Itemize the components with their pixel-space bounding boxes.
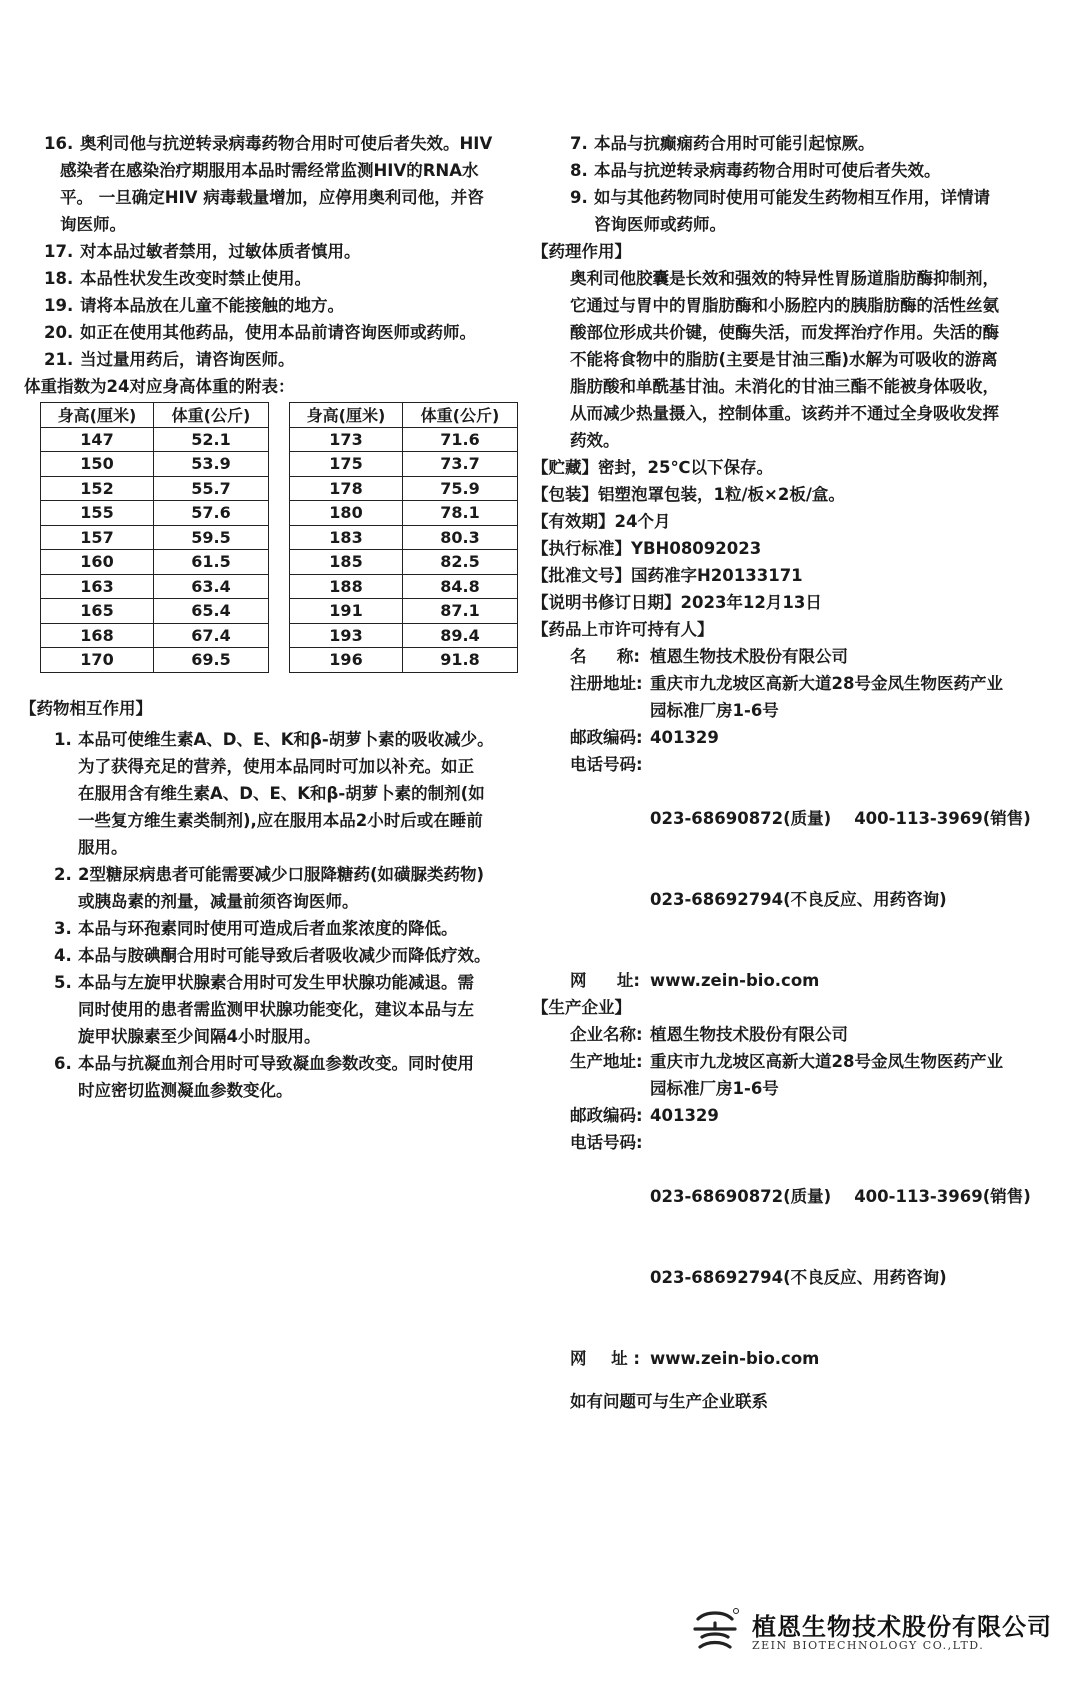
item-text bbox=[594, 184, 1060, 238]
table-row bbox=[290, 623, 518, 648]
weight-cell: 61.5 bbox=[154, 550, 269, 575]
paragraph-line: 奥利司他胶囊是长效和强效的特异性胃肠道脂肪酶抑制剂， bbox=[570, 269, 999, 288]
column-header-weight: 体重(公斤) bbox=[403, 403, 518, 428]
maker-name-row bbox=[540, 1021, 1060, 1048]
precaution-item-19 bbox=[28, 292, 533, 319]
height-cell: 160 bbox=[41, 550, 154, 575]
height-cell: 157 bbox=[41, 525, 154, 550]
item-text bbox=[78, 915, 533, 942]
pharmacology-paragraph bbox=[540, 265, 1060, 454]
item-line: 感染者在感染治疗期服用本品时需经常监测HIV的RNA水 bbox=[60, 161, 479, 180]
address-line: 重庆市九龙坡区高新大道28号金凤生物医药产业 bbox=[650, 1052, 1003, 1071]
maker-website: www.zein-bio.com bbox=[650, 1349, 820, 1368]
item-text: 本品性状发生改变时禁止使用。 bbox=[80, 269, 311, 288]
table-title: 体重指数为24对应身高体重的附表： bbox=[24, 377, 295, 396]
maker-zip-row bbox=[540, 1102, 1060, 1129]
height-cell: 175 bbox=[290, 452, 403, 477]
holder-name-row bbox=[540, 643, 1060, 670]
interaction-item-9 bbox=[540, 184, 1060, 238]
weight-cell: 55.7 bbox=[154, 476, 269, 501]
height-cell: 150 bbox=[41, 452, 154, 477]
table-row bbox=[41, 623, 269, 648]
height-cell: 191 bbox=[290, 599, 403, 624]
table-row bbox=[290, 574, 518, 599]
item-line: 本品与抗逆转录病毒药物合用时可使后者失效。 bbox=[594, 161, 941, 180]
package-line: 【包装】铝塑泡罩包装，1粒/板×2板/盒。 bbox=[532, 485, 845, 504]
weight-cell: 80.3 bbox=[403, 525, 518, 550]
item-line: 本品与环孢素同时使用可造成后者血浆浓度的降低。 bbox=[78, 918, 458, 938]
holder-address-row bbox=[540, 670, 1060, 724]
item-line: 为了获得充足的营养，使用本品同时可加以补充。如正 bbox=[78, 756, 474, 776]
item-line: 本品与左旋甲状腺素合用时可发生甲状腺功能减退。需 bbox=[78, 972, 474, 992]
field-label: 邮政编码: bbox=[570, 1106, 643, 1125]
interaction-heading: 【药物相互作用】 bbox=[20, 698, 152, 718]
weight-cell: 63.4 bbox=[154, 574, 269, 599]
item-line: 询医师。 bbox=[60, 215, 126, 234]
maker-phone-row bbox=[540, 1129, 1060, 1345]
item-number: 17. bbox=[44, 242, 74, 261]
logo-chinese-name: 植恩生物技术股份有限公司 bbox=[752, 1613, 1052, 1641]
height-weight-table-2 bbox=[289, 402, 518, 673]
item-number: 4. bbox=[54, 945, 72, 965]
item-text bbox=[78, 969, 533, 1050]
item-number: 5. bbox=[54, 972, 72, 992]
table-row bbox=[290, 501, 518, 526]
interaction-item-7 bbox=[540, 130, 1060, 157]
weight-cell: 89.4 bbox=[403, 623, 518, 648]
holder-zip: 401329 bbox=[650, 728, 719, 747]
maker-website-row bbox=[540, 1345, 1060, 1372]
height-cell: 168 bbox=[41, 623, 154, 648]
phone-line: 023-68692794(不良反应、用药咨询) bbox=[650, 890, 947, 909]
phone-line: 023-68692794(不良反应、用药咨询) bbox=[650, 1268, 947, 1287]
table-row bbox=[41, 525, 269, 550]
weight-cell: 82.5 bbox=[403, 550, 518, 575]
table-row bbox=[41, 648, 269, 673]
paragraph-line: 它通过与胃中的胃脂肪酶和小肠腔内的胰脂肪酶的活性丝氨 bbox=[570, 296, 999, 315]
weight-cell: 71.6 bbox=[403, 427, 518, 452]
paragraph-line: 不能将食物中的脂肪(主要是甘油三酯)水解为可吸收的游离 bbox=[570, 350, 998, 369]
phone-line: 023-68690872(质量) 400-113-3969(销售) bbox=[650, 809, 1031, 828]
interaction-item-4 bbox=[54, 942, 533, 969]
paragraph-line: 从而减少热量摄入，控制体重。该药并不通过全身吸收发挥 bbox=[570, 404, 999, 423]
item-number: 9. bbox=[570, 188, 588, 207]
item-line: 咨询医师或药师。 bbox=[594, 215, 726, 234]
item-line: 同时使用的患者需监测甲状腺功能变化，建议本品与左 bbox=[78, 999, 474, 1019]
weight-cell: 78.1 bbox=[403, 501, 518, 526]
table-row bbox=[290, 427, 518, 452]
contact-note: 如有问题可与生产企业联系 bbox=[570, 1392, 768, 1411]
holder-website-row bbox=[540, 967, 1060, 994]
item-number: 18. bbox=[44, 269, 74, 288]
column-header-height: 身高(厘米) bbox=[41, 403, 154, 428]
item-text: 对本品过敏者禁用，过敏体质者慎用。 bbox=[80, 242, 361, 261]
weight-cell: 84.8 bbox=[403, 574, 518, 599]
weight-cell: 91.8 bbox=[403, 648, 518, 673]
item-number: 19. bbox=[44, 296, 74, 315]
table-row bbox=[41, 599, 269, 624]
field-label: 电话号码: bbox=[570, 1133, 643, 1152]
table-row bbox=[290, 550, 518, 575]
weight-cell: 52.1 bbox=[154, 427, 269, 452]
maker-name: 植恩生物技术股份有限公司 bbox=[650, 1025, 848, 1044]
weight-cell: 67.4 bbox=[154, 623, 269, 648]
item-line: 在服用含有维生素A、D、E、K和β-胡萝卜素的制剂(如 bbox=[78, 783, 485, 803]
pharmacology-heading: 【药理作用】 bbox=[532, 242, 631, 261]
height-cell: 165 bbox=[41, 599, 154, 624]
item-number: 21. bbox=[44, 350, 74, 369]
field-label: 企业名称: bbox=[570, 1025, 643, 1044]
company-logo bbox=[690, 1605, 1052, 1665]
maker-address bbox=[650, 1048, 1060, 1102]
paragraph-line: 脂肪酸和单酰基甘油。未消化的甘油三酯不能被身体吸收， bbox=[570, 377, 999, 396]
phone-line: 023-68690872(质量) 400-113-3969(销售) bbox=[650, 1187, 1031, 1206]
item-line: 本品与胺碘酮合用时可能导致后者吸收减少而降低疗效。 bbox=[78, 945, 491, 965]
storage-line: 【贮藏】密封，25℃以下保存。 bbox=[532, 458, 773, 477]
height-cell: 170 bbox=[41, 648, 154, 673]
left-column bbox=[20, 130, 533, 1104]
maker-address-row bbox=[540, 1048, 1060, 1102]
field-label: 网 址 : bbox=[570, 1349, 640, 1368]
height-cell: 178 bbox=[290, 476, 403, 501]
weight-cell: 87.1 bbox=[403, 599, 518, 624]
table-row bbox=[290, 648, 518, 673]
precaution-item-21 bbox=[28, 346, 533, 373]
interaction-item-8 bbox=[540, 157, 1060, 184]
address-line: 重庆市九龙坡区高新大道28号金凤生物医药产业 bbox=[650, 674, 1003, 693]
height-weight-table-1 bbox=[40, 402, 269, 673]
standard-line: 【执行标准】YBH08092023 bbox=[532, 539, 762, 558]
interaction-list bbox=[28, 726, 533, 1104]
holder-address bbox=[650, 670, 1060, 724]
table-row bbox=[41, 452, 269, 477]
address-line: 园标准厂房1-6号 bbox=[650, 701, 779, 720]
logo-english-name: ZEIN BIOTECHNOLOGY CO.,LTD. bbox=[752, 1639, 985, 1652]
item-text bbox=[78, 726, 533, 861]
holder-website: www.zein-bio.com bbox=[650, 971, 820, 990]
item-text bbox=[78, 1050, 533, 1104]
item-text: 如正在使用其他药品，使用本品前请咨询医师或药师。 bbox=[80, 323, 476, 342]
table-row bbox=[290, 599, 518, 624]
field-label: 网 址: bbox=[570, 971, 640, 990]
item-line: 时应密切监测凝血参数变化。 bbox=[78, 1080, 293, 1100]
table-row bbox=[290, 525, 518, 550]
height-weight-tables bbox=[40, 402, 533, 673]
holder-zip-row bbox=[540, 724, 1060, 751]
height-cell: 185 bbox=[290, 550, 403, 575]
weight-cell: 53.9 bbox=[154, 452, 269, 477]
precaution-item-18 bbox=[28, 265, 533, 292]
item-line: 2型糖尿病患者可能需要减少口服降糖药(如磺脲类药物) bbox=[78, 864, 485, 884]
height-cell: 163 bbox=[41, 574, 154, 599]
height-cell: 155 bbox=[41, 501, 154, 526]
field-label: 名 称: bbox=[570, 647, 640, 666]
item-number: 6. bbox=[54, 1053, 72, 1073]
right-column bbox=[532, 130, 1060, 1415]
height-cell: 183 bbox=[290, 525, 403, 550]
holder-phone-row bbox=[540, 751, 1060, 967]
table-row bbox=[41, 427, 269, 452]
item-line: 平。 一旦确定HIV 病毒载量增加，应停用奥利司他，并咨 bbox=[60, 188, 484, 207]
weight-cell: 75.9 bbox=[403, 476, 518, 501]
interaction-list-continued bbox=[540, 130, 1060, 238]
item-number: 1. bbox=[54, 729, 72, 749]
item-number: 16. bbox=[44, 134, 74, 153]
column-header-height: 身高(厘米) bbox=[290, 403, 403, 428]
holder-name: 植恩生物技术股份有限公司 bbox=[650, 647, 848, 666]
interaction-item-3 bbox=[54, 915, 533, 942]
interaction-item-6 bbox=[54, 1050, 533, 1104]
weight-cell: 59.5 bbox=[154, 525, 269, 550]
field-label: 电话号码: bbox=[570, 755, 643, 774]
field-label: 注册地址: bbox=[570, 674, 643, 693]
item-text bbox=[594, 157, 1060, 184]
item-line: 或胰岛素的剂量，减量前须咨询医师。 bbox=[78, 891, 359, 911]
item-text bbox=[78, 942, 533, 969]
paragraph-line: 酸部位形成共价键，使酶失活，而发挥治疗作用。失活的酶 bbox=[570, 323, 999, 342]
maker-heading: 【生产企业】 bbox=[532, 998, 631, 1017]
holder-heading: 【药品上市许可持有人】 bbox=[532, 620, 714, 639]
paragraph-line: 药效。 bbox=[570, 431, 620, 450]
interaction-item-1 bbox=[54, 726, 533, 861]
item-text: 请将本品放在儿童不能接触的地方。 bbox=[80, 296, 344, 315]
item-line: 本品与抗凝血剂合用时可导致凝血参数改变。同时使用 bbox=[78, 1053, 474, 1073]
precaution-item-17 bbox=[28, 238, 533, 265]
table-row bbox=[41, 574, 269, 599]
item-number: 20. bbox=[44, 323, 74, 342]
maker-zip: 401329 bbox=[650, 1106, 719, 1125]
item-line: 本品与抗癫痫药合用时可能引起惊厥。 bbox=[594, 134, 875, 153]
item-text bbox=[594, 130, 1060, 157]
item-number: 7. bbox=[570, 134, 588, 153]
table-row bbox=[290, 452, 518, 477]
maker-phone bbox=[650, 1129, 1060, 1345]
item-line: 旋甲状腺素至少间隔4小时服用。 bbox=[78, 1026, 321, 1046]
weight-cell: 65.4 bbox=[154, 599, 269, 624]
revision-date-line: 【说明书修订日期】2023年12月13日 bbox=[532, 593, 822, 612]
item-number: 3. bbox=[54, 918, 72, 938]
item-line: 服用。 bbox=[78, 837, 128, 857]
table-row bbox=[290, 476, 518, 501]
column-header-weight: 体重(公斤) bbox=[154, 403, 269, 428]
height-cell: 180 bbox=[290, 501, 403, 526]
address-line: 园标准厂房1-6号 bbox=[650, 1079, 779, 1098]
zein-logo-icon bbox=[690, 1605, 740, 1655]
approval-line: 【批准文号】国药准字H20133171 bbox=[532, 566, 803, 585]
item-line: 如与其他药物同时使用可能发生药物相互作用，详情请 bbox=[594, 188, 990, 207]
item-text: 当过量用药后，请咨询医师。 bbox=[80, 350, 295, 369]
item-line: 一些复方维生素类制剂),应在服用本品2小时后或在睡前 bbox=[78, 810, 483, 830]
item-line: 奥利司他与抗逆转录病毒药物合用时可使后者失效。HIV bbox=[80, 134, 493, 153]
table-row bbox=[41, 501, 269, 526]
table-row bbox=[41, 550, 269, 575]
precaution-item-20 bbox=[28, 319, 533, 346]
validity-line: 【有效期】24个月 bbox=[532, 512, 671, 531]
item-number: 8. bbox=[570, 161, 588, 180]
interaction-item-5 bbox=[54, 969, 533, 1050]
height-cell: 196 bbox=[290, 648, 403, 673]
height-cell: 188 bbox=[290, 574, 403, 599]
weight-cell: 57.6 bbox=[154, 501, 269, 526]
height-cell: 147 bbox=[41, 427, 154, 452]
height-cell: 173 bbox=[290, 427, 403, 452]
table-header-row bbox=[290, 403, 518, 428]
item-text bbox=[60, 130, 533, 238]
weight-cell: 69.5 bbox=[154, 648, 269, 673]
item-text bbox=[78, 861, 533, 915]
height-cell: 193 bbox=[290, 623, 403, 648]
precaution-item-16 bbox=[28, 130, 533, 238]
item-number: 2. bbox=[54, 864, 72, 884]
weight-cell: 73.7 bbox=[403, 452, 518, 477]
holder-phone bbox=[650, 751, 1060, 967]
item-line: 本品可使维生素A、D、E、K和β-胡萝卜素的吸收减少。 bbox=[78, 729, 494, 749]
field-label: 生产地址: bbox=[570, 1052, 643, 1071]
field-label: 邮政编码: bbox=[570, 728, 643, 747]
interaction-item-2 bbox=[54, 861, 533, 915]
table-header-row bbox=[41, 403, 269, 428]
table-row bbox=[41, 476, 269, 501]
height-cell: 152 bbox=[41, 476, 154, 501]
